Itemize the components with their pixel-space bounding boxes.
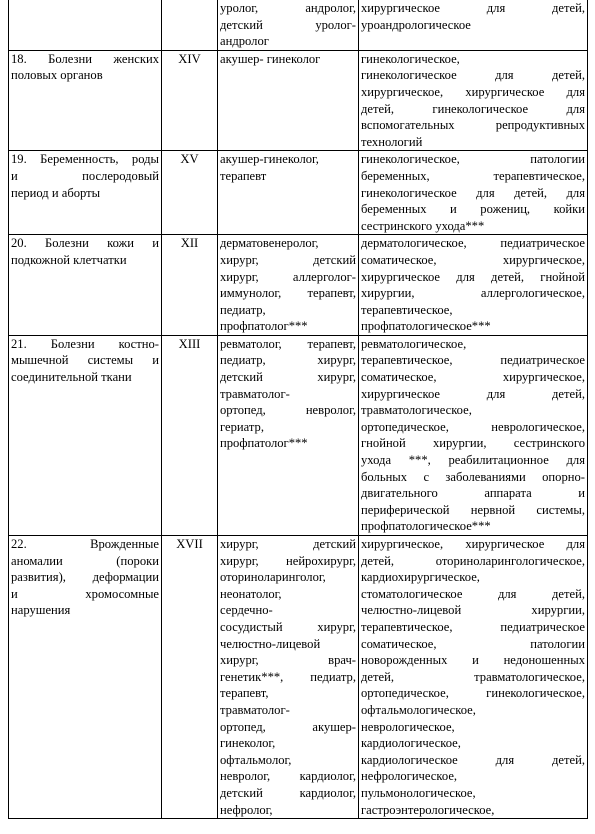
cell-text-line: хирургическое, хирургическое для	[361, 84, 585, 99]
cell-text-line: детей, травматологическое,	[361, 669, 585, 684]
cell-text-line: 19. Беременность, роды	[11, 152, 159, 167]
disease-profile-table	[8, 0, 588, 819]
cell-text-line: кардиологическое для детей,	[361, 752, 585, 767]
cell-text-line: гастроэнтерологическое,	[361, 802, 495, 817]
cell-text-line: детей, гинекологическое для	[361, 101, 585, 116]
doctor-specialty-cell	[218, 235, 359, 336]
cell-text-line: генетик***, педиатр,	[220, 669, 356, 684]
doctor-specialty-cell	[218, 536, 359, 819]
cell-text-line: гинекологическое для детей, для	[361, 185, 585, 200]
bed-profile-cell	[359, 151, 588, 235]
cell-text-line: хирург, врач-	[220, 653, 356, 668]
cell-text-line: беременных и рожениц, койки	[361, 202, 585, 217]
icd-class-code: XII	[180, 236, 199, 251]
cell-text-line: кардиологическое,	[361, 736, 461, 751]
cell-text-line: гинеколог,	[220, 736, 276, 751]
table-body	[9, 0, 588, 819]
cell-text-line: неонатолог,	[220, 586, 282, 601]
cell-text-line: терапевт,	[220, 686, 269, 701]
cell-text-line: хирург, детский	[220, 252, 356, 267]
table-row	[9, 536, 588, 819]
cell-text-line: половых органов	[11, 68, 103, 83]
cell-text-line: пульмонологическое,	[361, 785, 476, 800]
cell-text-line: нефрологическое,	[361, 769, 458, 784]
doctor-specialty-cell	[218, 0, 359, 50]
cell-text-line: больных с заболеваниями опорно-	[361, 469, 585, 484]
cell-text-line: детский уролог-	[220, 17, 356, 32]
icd-class-code: XIV	[178, 51, 201, 66]
bed-profile-cell	[359, 536, 588, 819]
icd-class-code: XV	[180, 152, 199, 167]
cell-text-line: ортопедическое, неврологическое,	[361, 419, 585, 434]
doctor-specialty-cell	[218, 151, 359, 235]
cell-text-line: акушер-гинеколог,	[220, 152, 319, 167]
cell-text-line: уролог, андролог,	[220, 1, 356, 15]
icd-class-cell	[162, 335, 218, 535]
cell-text-line: новорожденных и недоношенных	[361, 653, 585, 668]
cell-text-line: хирургическое для детей, гнойной	[361, 269, 585, 284]
cell-text-line: стоматологическое для детей,	[361, 586, 585, 601]
cell-text-line: соматическое, патологии	[361, 636, 585, 651]
doctor-specialty-cell	[218, 335, 359, 535]
cell-text-line: аномалии (пороки	[11, 553, 159, 568]
cell-text-line: ортопед, невролог,	[220, 403, 356, 418]
cell-text-line: иммунолог, терапевт,	[220, 286, 356, 301]
cell-text-line: период и аборты	[11, 185, 101, 200]
cell-text-line: педиатр, хирург,	[220, 353, 356, 368]
cell-text-line: двигательного аппарата и	[361, 486, 585, 501]
cell-text-line: и послеродовый	[11, 168, 159, 183]
cell-text-line: сердечно-	[220, 603, 273, 618]
doctor-specialty-cell	[218, 50, 359, 151]
icd-class-cell	[162, 151, 218, 235]
icd-class-code: XIII	[178, 336, 201, 351]
bed-profile-cell	[359, 235, 588, 336]
cell-text-line: хирург, нейрохирург,	[220, 553, 356, 568]
cell-text-line: андролог	[220, 34, 269, 49]
cell-text-line: офтальмологическое,	[361, 702, 476, 717]
cell-text-line: подкожной клетчатки	[11, 252, 127, 267]
cell-text-line: акушер- гинеколог	[220, 51, 321, 66]
disease-name-cell	[9, 50, 162, 151]
cell-text-line: соматическое, хирургическое,	[361, 370, 585, 385]
cell-text-line: 20. Болезни кожи и	[11, 236, 159, 251]
cell-text-line: периферической нервной системы,	[361, 502, 585, 517]
cell-text-line: ортопед, акушер-	[220, 719, 356, 734]
cell-text-line: уроандрологическое	[361, 17, 471, 32]
cell-text-line: гинекологическое, патологии	[361, 152, 585, 167]
cell-text-line: сосудистый хирург,	[220, 619, 356, 634]
table-row	[9, 235, 588, 336]
cell-text-line: кардиохирургическое,	[361, 570, 480, 585]
cell-text-line: соматическое, хирургическое,	[361, 252, 585, 267]
cell-text-line: технологий	[361, 134, 423, 149]
cell-text-line: беременных, терапевтическое,	[361, 168, 585, 183]
cell-text-line: ревматолог, терапевт,	[220, 336, 356, 351]
table-row	[9, 335, 588, 535]
cell-text-line: терапевтическое, педиатрическое	[361, 619, 585, 634]
cell-text-line: невролог, кардиолог,	[220, 769, 356, 784]
cell-text-line: и хромосомные	[11, 586, 159, 601]
cell-text-line: профпатологическое***	[361, 319, 491, 334]
cell-text-line: дерматологическое, педиатрическое	[361, 236, 585, 251]
disease-name-cell	[9, 0, 162, 50]
cell-text-line: гинекологическое,	[361, 51, 460, 66]
cell-text-line: педиатр,	[220, 302, 266, 317]
cell-text-line: 21. Болезни костно-	[11, 336, 159, 351]
bed-profile-cell	[359, 335, 588, 535]
cell-text-line: детский кардиолог,	[220, 785, 356, 800]
cell-text-line: гинекологическое для детей,	[361, 68, 585, 83]
bed-profile-cell	[359, 0, 588, 50]
cell-text-line: детей, оториноларингологическое,	[361, 553, 585, 568]
cell-text-line: неврологическое,	[361, 719, 455, 734]
document-page	[8, 0, 587, 819]
cell-text-line: ухода ***, реабилитационное для	[361, 453, 585, 468]
cell-text-line: вспомогательных репродуктивных	[361, 118, 585, 133]
icd-class-cell	[162, 235, 218, 336]
cell-text-line: травматологическое,	[361, 403, 472, 418]
cell-text-line: травматолог-	[220, 702, 290, 717]
cell-text-line: детский хирург,	[220, 370, 356, 385]
cell-text-line: гнойной хирургии, сестринского	[361, 436, 585, 451]
cell-text-line: челюстно-лицевой	[220, 636, 321, 651]
cell-text-line: терапевтическое, педиатрическое	[361, 353, 585, 368]
cell-text-line: ревматологическое,	[361, 336, 467, 351]
cell-text-line: ортопедическое, гинекологическое,	[361, 686, 585, 701]
cell-text-line: травматолог-	[220, 386, 290, 401]
cell-text-line: челюстно-лицевой хирургии,	[361, 603, 585, 618]
table-row	[9, 50, 588, 151]
cell-text-line: профпатологическое***	[361, 519, 491, 534]
cell-text-line: офтальмолог,	[220, 752, 292, 767]
cell-text-line: гериатр,	[220, 419, 264, 434]
cell-text-line: дерматовенеролог,	[220, 236, 319, 251]
disease-name-cell	[9, 335, 162, 535]
cell-text-line: хирург, детский	[220, 537, 356, 551]
cell-text-line: оториноларинголог,	[220, 570, 326, 585]
cell-text-line: развития), деформации	[11, 570, 159, 585]
cell-text-line: хирургическое для детей,	[361, 386, 585, 401]
disease-name-cell	[9, 151, 162, 235]
cell-text-line: терапевт	[220, 168, 267, 183]
cell-text-line: нефролог,	[220, 802, 273, 817]
cell-text-line: хирург, аллерголог-	[220, 269, 356, 284]
icd-class-code: XVII	[176, 537, 203, 551]
cell-text-line: хирургическое для детей,	[361, 1, 585, 15]
cell-text-line: 18. Болезни женских	[11, 51, 159, 66]
icd-class-cell	[162, 536, 218, 819]
cell-text-line: хирургическое, хирургическое для	[361, 537, 585, 551]
icd-class-cell	[162, 50, 218, 151]
table-row	[9, 151, 588, 235]
cell-text-line: соединительной ткани	[11, 370, 132, 385]
cell-text-line: хирургии, аллергологическое,	[361, 286, 585, 301]
cell-text-line: профпатолог***	[220, 436, 308, 451]
icd-class-cell	[162, 0, 218, 50]
bed-profile-cell	[359, 50, 588, 151]
cell-text-line: 22. Врожденные	[11, 537, 159, 551]
cell-text-line: нарушения	[11, 603, 71, 618]
cell-text-line: мышечной системы и	[11, 353, 159, 368]
disease-name-cell	[9, 536, 162, 819]
cell-text-line: терапевтическое,	[361, 302, 453, 317]
cell-text-line: профпатолог***	[220, 319, 308, 334]
table-row	[9, 0, 588, 50]
disease-name-cell	[9, 235, 162, 336]
cell-text-line: сестринского ухода***	[361, 218, 485, 233]
